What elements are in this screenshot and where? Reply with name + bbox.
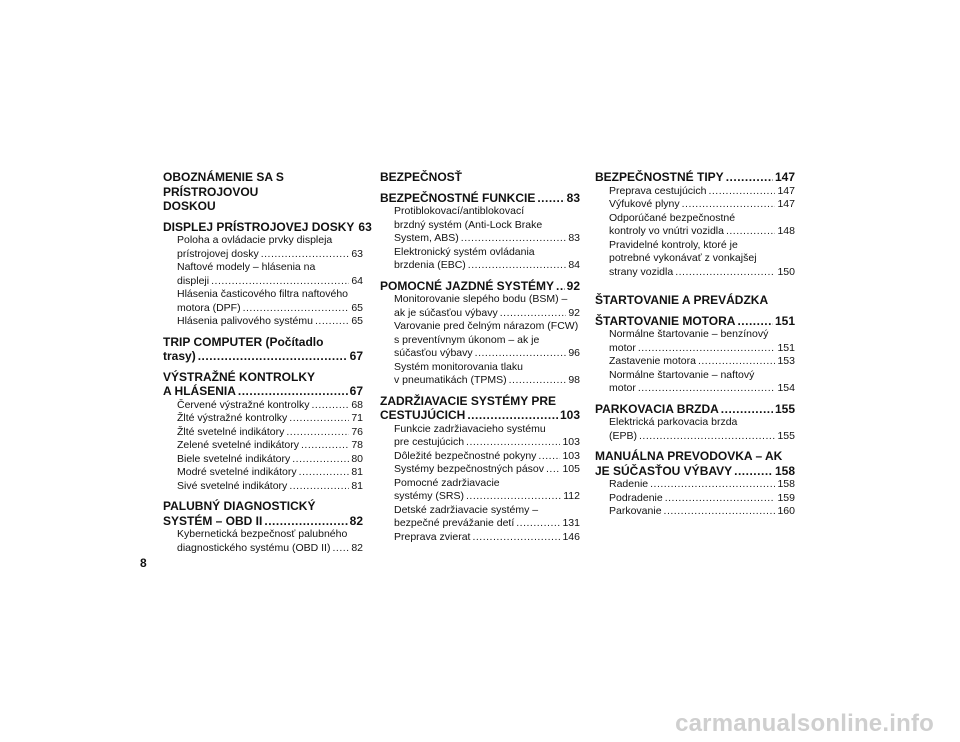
- entry-title-line: CESTUJÚCICH: [380, 408, 466, 422]
- toc-line: [177, 453, 363, 467]
- entry-title-line: displeji: [177, 274, 210, 287]
- entry-title-line: Naftové modely – hlásenia na: [177, 261, 316, 273]
- dot-leader: [650, 478, 775, 492]
- toc-line: [609, 185, 795, 199]
- entry-title-line: OBOZNÁMENIE SA S PRÍSTROJOVOU: [163, 170, 284, 199]
- toc-column-3: [595, 170, 795, 519]
- entry-title-line: Systémy bezpečnostných pásov: [394, 463, 544, 475]
- dot-leader: [311, 399, 349, 413]
- dot-leader: [461, 232, 567, 246]
- toc-entry: [163, 426, 363, 440]
- page-ref: 67: [349, 349, 363, 363]
- toc-line: [609, 430, 795, 444]
- dot-leader: [639, 430, 775, 444]
- toc-heading: [163, 499, 363, 528]
- page-ref: 83: [566, 190, 580, 205]
- entry-title-line: strany vozidla: [609, 265, 674, 278]
- toc-entry: [163, 412, 363, 426]
- entry-title-line: Radenie: [609, 478, 649, 490]
- entry-title-line: VÝSTRAŽNÉ KONTROLKY: [163, 369, 316, 384]
- entry-title-line: Detské zadržiavacie systémy –: [394, 503, 539, 516]
- dot-leader: [538, 450, 560, 464]
- dot-leader: [698, 355, 776, 369]
- page-ref: 92: [566, 278, 580, 293]
- page-number: 8: [140, 556, 147, 570]
- toc-line: [394, 490, 580, 504]
- toc-entry: [380, 504, 580, 531]
- dot-leader: [516, 517, 560, 531]
- entry-title-line: BEZPEČNOSTNÉ FUNKCIE: [380, 190, 536, 205]
- toc-entry: [163, 439, 363, 453]
- entry-title-line: systémy (SRS): [394, 490, 465, 502]
- toc-line: [394, 463, 580, 477]
- toc-line: [595, 170, 795, 185]
- dot-leader: [301, 439, 349, 453]
- toc-entry: [380, 246, 580, 273]
- page-ref: 63: [351, 247, 363, 260]
- page-ref: 151: [777, 341, 795, 354]
- toc-heading: [380, 170, 580, 185]
- entry-title-line: Kybernetická bezpečnosť palubného: [177, 528, 348, 540]
- toc-heading: [163, 170, 363, 214]
- entry-title-line: PARKOVACIA BRZDA: [595, 401, 719, 416]
- entry-title-line: Monitorovanie slepého bodu (BSM) –: [394, 293, 568, 305]
- entry-title-line: Sivé svetelné indikátory: [177, 479, 288, 492]
- entry-title-line: Žlté výstražné kontrolky: [177, 412, 288, 424]
- toc-heading: [163, 219, 372, 235]
- dot-leader: [475, 347, 567, 361]
- dot-leader: [238, 384, 348, 399]
- page-ref: 71: [351, 412, 363, 424]
- page-ref: 83: [568, 232, 580, 244]
- toc-entry: [380, 361, 580, 388]
- toc-entry: [595, 478, 795, 492]
- entry-title-line: Červené výstražné kontrolky: [177, 398, 310, 411]
- entry-title-line: A HLÁSENIA: [163, 384, 236, 398]
- dot-leader: [264, 514, 347, 529]
- toc-line: [394, 374, 580, 388]
- toc-line: [177, 275, 363, 289]
- toc-line: [177, 480, 363, 494]
- entry-title-line: motor: [609, 382, 636, 394]
- toc-heading: [163, 335, 363, 364]
- entry-title-line: ZADRŽIAVACIE SYSTÉMY PRE: [380, 393, 557, 408]
- page-ref: 155: [774, 401, 795, 416]
- toc-entry: [595, 492, 795, 506]
- toc-entry: [380, 463, 580, 477]
- entry-title-line: SYSTÉM – OBD II: [163, 513, 263, 528]
- toc-line: [609, 342, 795, 356]
- page-ref: 98: [568, 374, 580, 386]
- entry-title-line: Systém monitorovania tlaku: [394, 360, 523, 373]
- dot-leader: [299, 466, 350, 480]
- toc-entry: [163, 480, 363, 494]
- page-ref: 82: [349, 513, 363, 528]
- page-ref: 154: [777, 382, 795, 394]
- toc-line: [177, 466, 363, 480]
- entry-title-line: Zastavenie motora: [609, 355, 696, 367]
- toc-line: [163, 384, 363, 399]
- toc-entry: [380, 205, 580, 246]
- toc-line: [380, 191, 580, 206]
- dot-leader: [289, 480, 349, 494]
- toc-heading: [380, 394, 580, 423]
- watermark: carmanualsonline.info: [675, 710, 934, 737]
- entry-title-line: potrebné vykonávať z vonkajšej: [609, 252, 757, 264]
- toc-line: [595, 464, 795, 479]
- toc-line: [609, 505, 795, 519]
- dot-leader: [198, 349, 348, 364]
- toc-entry: [163, 528, 363, 555]
- entry-title-line: Podradenie: [609, 491, 663, 504]
- dot-leader: [726, 170, 773, 185]
- toc-line: [609, 266, 795, 280]
- entry-title-line: MANUÁLNA PREVODOVKA – AK: [595, 449, 783, 463]
- entry-title-line: Odporúčané bezpečnostné: [609, 211, 736, 224]
- page-ref: 76: [351, 425, 363, 438]
- toc-line: [177, 248, 363, 262]
- toc-line: [609, 225, 795, 239]
- entry-title-line: bezpečné prevážanie detí: [394, 517, 515, 529]
- toc-entry: [595, 416, 795, 443]
- toc-column-2: [380, 170, 580, 544]
- page-ref: 68: [351, 398, 363, 411]
- page-ref: 158: [777, 478, 795, 490]
- dot-leader: [546, 463, 560, 477]
- toc-entry: [380, 320, 580, 361]
- page-ref: 81: [351, 479, 363, 492]
- toc-entry: [163, 261, 363, 288]
- entry-title-line: Modré svetelné indikátory: [177, 466, 297, 478]
- dot-leader: [509, 374, 567, 388]
- page-ref: 78: [351, 439, 363, 451]
- toc-entry: [595, 505, 795, 519]
- entry-title-line: ŠTARTOVANIE MOTORA: [595, 313, 736, 328]
- page-ref: 63: [358, 219, 372, 234]
- entry-title-line: Biele svetelné indikátory: [177, 452, 291, 465]
- entry-title-line: Protiblokovací/antiblokovací: [394, 205, 525, 217]
- page-ref: 150: [777, 265, 795, 278]
- entry-title-line: motor: [609, 341, 636, 354]
- entry-title-line: Zelené svetelné indikátory: [177, 439, 299, 451]
- toc-entry: [595, 328, 795, 355]
- toc-line: [609, 382, 795, 396]
- dot-leader: [500, 307, 567, 321]
- entry-title-line: pre cestujúcich: [394, 436, 465, 448]
- page-ref: 105: [562, 463, 580, 475]
- dot-leader: [472, 531, 560, 545]
- entry-title-line: Parkovanie: [609, 505, 662, 517]
- toc-entry: [595, 369, 795, 396]
- toc-heading: [163, 370, 363, 399]
- entry-title-line: brzdenia (EBC): [394, 259, 466, 271]
- page-ref: 155: [777, 429, 795, 442]
- page-ref: 158: [774, 463, 795, 478]
- entry-title-line: Žlté svetelné indikátory: [177, 425, 285, 438]
- entry-title-line: Hlásenia palivového systému: [177, 315, 313, 327]
- toc-line: [380, 279, 580, 294]
- toc-line: [394, 307, 580, 321]
- entry-title-line: (EPB): [609, 429, 638, 442]
- entry-title-line: Pomocné zadržiavacie: [394, 476, 500, 489]
- dot-leader: [556, 279, 565, 294]
- page-ref: 112: [563, 490, 580, 502]
- toc-heading: [380, 191, 580, 206]
- page-ref: 103: [562, 449, 580, 462]
- page-ref: 65: [351, 301, 363, 314]
- dot-leader: [734, 464, 773, 479]
- toc-line: [177, 439, 363, 453]
- toc-entry: [595, 185, 795, 199]
- dot-leader: [708, 185, 775, 199]
- toc-line: [177, 302, 363, 316]
- toc-line: [177, 542, 363, 556]
- entry-title-line: DOSKOU: [163, 199, 216, 213]
- toc-entry: [163, 466, 363, 480]
- dot-leader: [243, 302, 350, 316]
- page-ref: 146: [562, 530, 580, 543]
- dot-leader: [726, 225, 776, 239]
- toc-entry: [163, 453, 363, 467]
- page-ref: 147: [774, 170, 795, 184]
- entry-title-line: DISPLEJ PRÍSTROJOVEJ DOSKY: [163, 219, 355, 234]
- toc-line: [177, 315, 363, 329]
- toc-line: [609, 198, 795, 212]
- toc-heading: [595, 449, 795, 478]
- entry-title-line: v pneumatikách (TPMS): [394, 374, 507, 386]
- toc-line: [394, 531, 580, 545]
- entry-title-line: Normálne štartovanie – benzínový: [609, 328, 769, 340]
- dot-leader: [638, 382, 776, 396]
- dot-leader: [468, 259, 567, 273]
- entry-title-line: prístrojovej dosky: [177, 247, 259, 260]
- page-ref: 67: [349, 384, 363, 398]
- dot-leader: [292, 453, 349, 467]
- entry-title-line: Normálne štartovanie – naftový: [609, 368, 755, 381]
- entry-title-line: Výfukové plyny: [609, 198, 680, 210]
- entry-title-line: TRIP COMPUTER (Počítadlo: [163, 334, 324, 349]
- entry-title-line: JE SÚČASŤOU VÝBAVY: [595, 463, 733, 478]
- page-ref: 65: [351, 315, 363, 327]
- dot-leader: [289, 412, 349, 426]
- entry-title-line: Poloha a ovládacie prvky displeja: [177, 234, 333, 246]
- toc-entry: [595, 355, 795, 369]
- dot-leader: [467, 408, 558, 423]
- toc-line: [394, 232, 580, 246]
- page-ref: 64: [351, 274, 363, 287]
- entry-title-line: Elektronický systém ovládania: [394, 245, 535, 258]
- toc-line: [394, 450, 580, 464]
- dot-leader: [332, 542, 349, 556]
- toc-heading: [380, 279, 580, 294]
- toc-line: [609, 355, 795, 369]
- entry-title-line: PALUBNÝ DIAGNOSTICKÝ: [163, 499, 316, 513]
- entry-title-line: Varovanie pred čelným nárazom (FCW): [394, 320, 579, 332]
- page-ref: 147: [777, 184, 795, 197]
- toc-line: [380, 408, 580, 423]
- entry-title-line: diagnostického systému (OBD II): [177, 541, 331, 554]
- entry-title-line: POMOCNÉ JAZDNÉ SYSTÉMY: [380, 278, 555, 293]
- page-ref: 84: [568, 259, 580, 271]
- toc-entry: [380, 423, 580, 450]
- entry-title-line: Preprava cestujúcich: [609, 184, 707, 197]
- toc-line: [163, 349, 363, 364]
- entry-title-line: Preprava zvierat: [394, 530, 471, 543]
- toc-entry: [163, 315, 363, 329]
- page-ref: 80: [351, 452, 363, 465]
- toc-line: [609, 492, 795, 506]
- dot-leader: [664, 505, 776, 519]
- dot-leader: [261, 248, 350, 262]
- entry-title-line: BEZPEČNOSŤ: [380, 170, 463, 184]
- entry-title-line: brzdný systém (Anti-Lock Brake: [394, 218, 543, 231]
- page-ref: 103: [562, 436, 580, 448]
- page-ref: 160: [777, 505, 795, 517]
- page-ref: 92: [568, 306, 580, 319]
- toc-line: [394, 517, 580, 531]
- dot-leader: [665, 492, 776, 506]
- toc-heading: [595, 314, 795, 329]
- page-ref: 147: [777, 198, 795, 210]
- page-ref: 131: [562, 517, 580, 529]
- entry-title-line: s preventívnym úkonom – ak je: [394, 333, 540, 346]
- toc-heading: [595, 170, 795, 185]
- entry-title-line: BEZPEČNOSTNÉ TIPY: [595, 170, 724, 184]
- entry-title-line: trasy): [163, 349, 196, 363]
- dot-leader: [721, 402, 773, 417]
- toc-entry: [163, 234, 363, 261]
- page-ref: 153: [777, 355, 795, 367]
- toc-line: [177, 412, 363, 426]
- toc-entry: [163, 288, 363, 315]
- page-ref: 81: [351, 466, 363, 478]
- toc-entry: [380, 531, 580, 545]
- toc-line: [394, 347, 580, 361]
- dot-leader: [315, 315, 349, 329]
- dot-leader: [675, 266, 775, 280]
- dot-leader: [537, 191, 564, 206]
- toc-entry: [380, 477, 580, 504]
- page-ref: 148: [777, 225, 795, 237]
- toc-entry: [380, 450, 580, 464]
- dot-leader: [466, 490, 561, 504]
- toc-line: [609, 478, 795, 492]
- page-ref: 159: [777, 491, 795, 504]
- entry-title-line: motora (DPF): [177, 301, 241, 314]
- dot-leader: [638, 342, 776, 356]
- dot-leader: [211, 275, 349, 289]
- toc-entry: [380, 293, 580, 320]
- toc-line: [394, 259, 580, 273]
- entry-title-line: Hlásenia časticového filtra naftového: [177, 288, 349, 300]
- page-ref: 96: [568, 347, 580, 359]
- dot-leader: [466, 436, 560, 450]
- entry-title-line: súčasťou výbavy: [394, 347, 473, 359]
- page-ref: 82: [351, 541, 363, 554]
- toc-line: [163, 514, 363, 529]
- entry-title-line: Pravidelné kontroly, ktoré je: [609, 238, 738, 251]
- toc-line: [177, 426, 363, 440]
- toc-entry: [595, 212, 795, 239]
- entry-title-line: Elektrická parkovacia brzda: [609, 416, 738, 428]
- page-ref: 151: [774, 313, 795, 328]
- toc-line: [394, 436, 580, 450]
- entry-title-line: ak je súčasťou výbavy: [394, 306, 498, 319]
- toc-heading: [595, 293, 795, 308]
- entry-title-line: kontroly vo vnútri vozidla: [609, 225, 724, 237]
- toc-entry: [595, 198, 795, 212]
- toc-line: [595, 314, 795, 329]
- page-ref: 103: [559, 408, 580, 422]
- dot-leader: [682, 198, 776, 212]
- toc-line: [595, 402, 795, 417]
- entry-title-line: Funkcie zadržiavacieho systému: [394, 422, 546, 435]
- toc-line: [177, 399, 363, 413]
- entry-title-line: System, ABS): [394, 232, 459, 244]
- dot-leader: [286, 426, 349, 440]
- entry-title-line: Dôležité bezpečnostné pokyny: [394, 449, 537, 462]
- toc-heading: [595, 402, 795, 417]
- toc-entry: [595, 239, 795, 280]
- entry-title-line: ŠTARTOVANIE A PREVÁDZKA: [595, 293, 769, 307]
- toc-column-1: [163, 170, 372, 555]
- toc-entry: [163, 399, 363, 413]
- toc-line: [163, 219, 372, 235]
- dot-leader: [737, 314, 773, 329]
